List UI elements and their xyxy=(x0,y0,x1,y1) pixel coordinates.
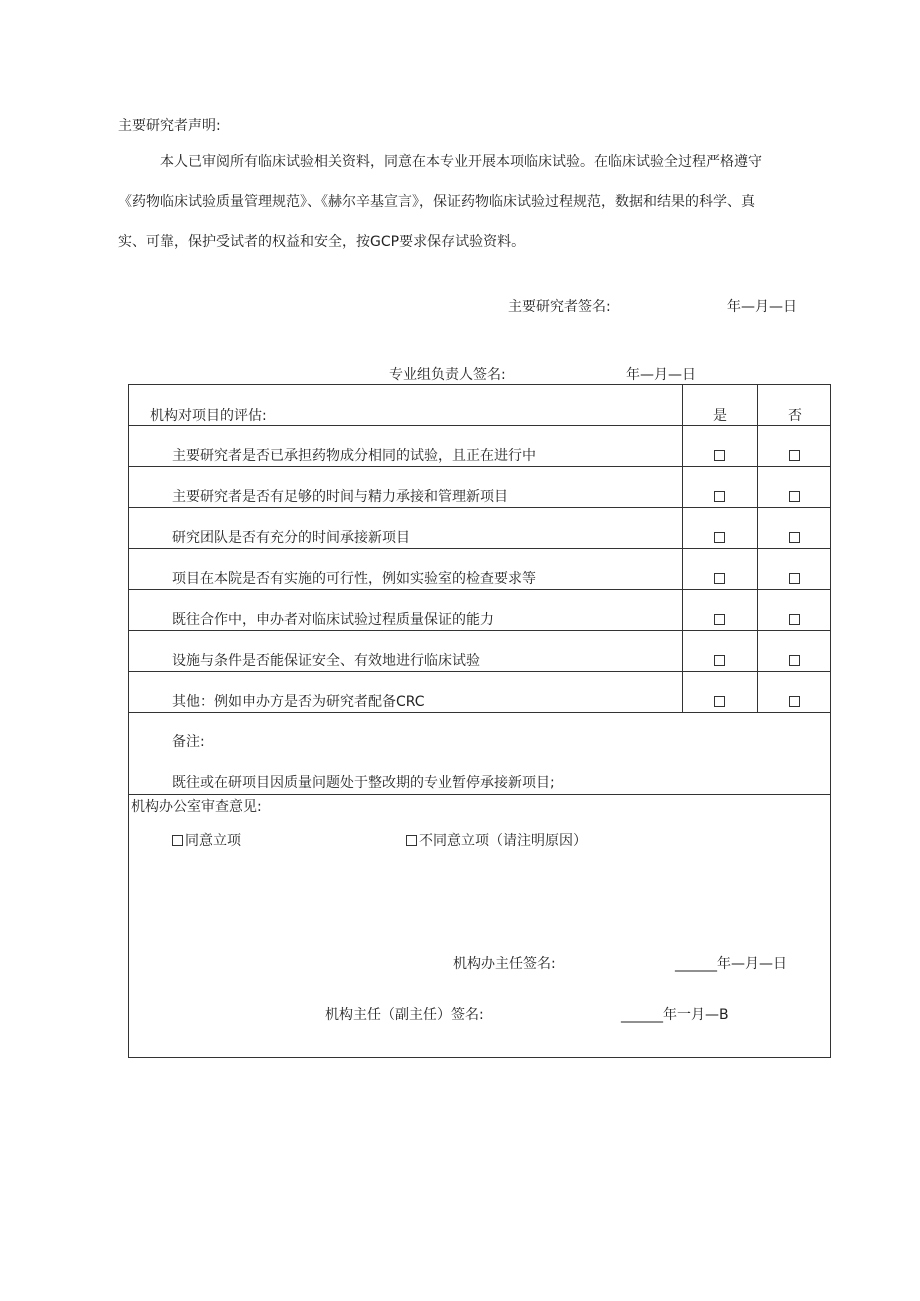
evaluation-header: 机构对项目的评估: xyxy=(150,408,267,424)
evaluation-form xyxy=(128,384,831,1058)
office-director-signature-date: ______年—月—日 xyxy=(675,956,787,972)
row-divider xyxy=(129,466,830,467)
item-3-no-checkbox[interactable] xyxy=(789,532,800,543)
row-divider xyxy=(129,507,830,508)
item-4-yes-checkbox[interactable] xyxy=(714,573,725,584)
no-column-header: 否 xyxy=(788,408,802,424)
leader-signature-label: 专业组负责人签名: xyxy=(389,367,506,383)
row-divider xyxy=(129,630,830,631)
declaration-heading: 主要研究者声明: xyxy=(118,118,221,134)
reject-label: 不同意立项（请注明原因） xyxy=(419,833,587,849)
item-1-no-checkbox[interactable] xyxy=(789,450,800,461)
evaluation-item-1: 主要研究者是否已承担药物成分相同的试验，且正在进行中 xyxy=(172,448,536,464)
approve-checkbox[interactable] xyxy=(172,835,183,846)
item-2-yes-checkbox[interactable] xyxy=(714,491,725,502)
item-6-yes-checkbox[interactable] xyxy=(714,655,725,666)
item-5-yes-checkbox[interactable] xyxy=(714,614,725,625)
section-divider xyxy=(129,794,830,795)
evaluation-item-5: 既往合作中，申办者对临床试验过程质量保证的能力 xyxy=(172,612,494,628)
reject-checkbox[interactable] xyxy=(406,835,417,846)
evaluation-item-4: 项目在本院是否有实施的可行性，例如实验室的检查要求等 xyxy=(172,571,536,587)
item-1-yes-checkbox[interactable] xyxy=(714,450,725,461)
evaluation-item-3: 研究团队是否有充分的时间承接新项目 xyxy=(172,530,410,546)
declaration-line-3: 实、可靠，保护受试者的权益和安全，按GCP要求保存试验资料。 xyxy=(118,234,526,250)
item-4-no-checkbox[interactable] xyxy=(789,573,800,584)
declaration-line-1: 本人已审阅所有临床试验相关资料，同意在本专业开展本项临床试验。在临床试验全过程严格遵守 xyxy=(160,154,762,170)
evaluation-item-6: 设施与条件是否能保证安全、有效地进行临床试验 xyxy=(172,653,480,669)
declaration-line-2: 《药物临床试验质量管理规范》、《赫尔辛基宣言》，保证药物临床试验过程规范，数据和结果的科学、真 xyxy=(118,194,755,210)
item-7-no-checkbox[interactable] xyxy=(789,696,800,707)
pi-signature-date: 年—月—日 xyxy=(727,299,797,315)
row-divider xyxy=(129,589,830,590)
evaluation-item-7: 其他：例如申办方是否为研究者配备CRC xyxy=(172,694,425,710)
item-6-no-checkbox[interactable] xyxy=(789,655,800,666)
remarks-text: 既往或在研项目因质量问题处于整改期的专业暂停承接新项目; xyxy=(172,775,555,791)
yes-column-header: 是 xyxy=(713,408,727,424)
approve-label: 同意立项 xyxy=(185,833,241,849)
row-divider xyxy=(129,671,830,672)
office-review-title: 机构办公室审查意见: xyxy=(131,799,262,815)
director-signature-date: ______年一月—B xyxy=(621,1007,729,1023)
office-director-signature-label: 机构办主任签名: xyxy=(453,956,556,972)
reject-option[interactable] xyxy=(406,832,587,850)
row-divider xyxy=(129,712,830,713)
pi-signature-label: 主要研究者签名: xyxy=(508,299,611,315)
item-3-yes-checkbox[interactable] xyxy=(714,532,725,543)
approve-option[interactable] xyxy=(172,832,241,850)
item-2-no-checkbox[interactable] xyxy=(789,491,800,502)
evaluation-item-2: 主要研究者是否有足够的时间与精力承接和管理新项目 xyxy=(172,489,508,505)
item-7-yes-checkbox[interactable] xyxy=(714,696,725,707)
item-5-no-checkbox[interactable] xyxy=(789,614,800,625)
row-divider xyxy=(129,548,830,549)
row-divider xyxy=(129,425,830,426)
remarks-label: 备注: xyxy=(172,734,205,750)
leader-signature-date: 年—月—日 xyxy=(626,367,696,383)
director-signature-label: 机构主任（副主任）签名: xyxy=(325,1007,484,1023)
